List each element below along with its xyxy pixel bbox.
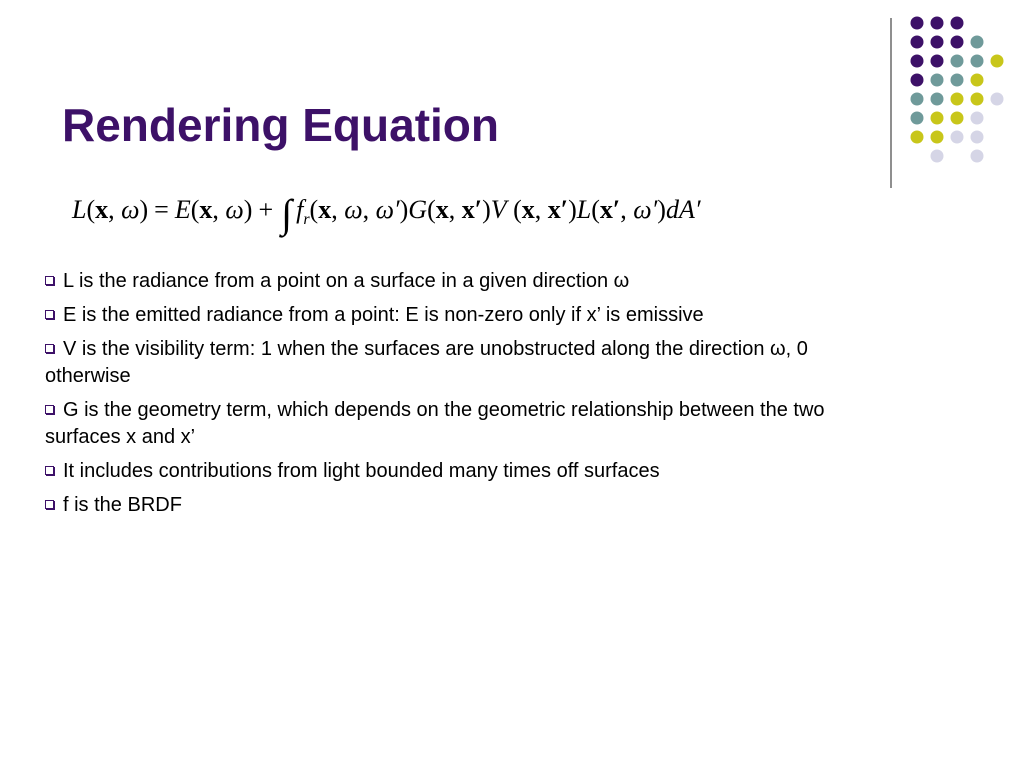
dot xyxy=(951,17,964,30)
eq-x: x xyxy=(199,195,213,224)
dot xyxy=(951,55,964,68)
eq-x: x xyxy=(95,195,109,224)
dot xyxy=(931,74,944,87)
eq-V: V xyxy=(490,195,507,224)
bullet-text: f is the BRDF xyxy=(63,494,182,516)
eq-omega: ω xyxy=(344,195,363,224)
eq-omega: ω xyxy=(225,195,244,224)
eq-G: G xyxy=(408,195,428,224)
rendering-equation: L(x, ω) = E(x, ω) + ∫ $f_r(x$, ω, ω′)G(x, x′)V (x, x′)L(x′, ω′)dA′ xyxy=(72,191,701,236)
eq-omega-prime: ω′ xyxy=(375,195,400,224)
dot xyxy=(951,131,964,144)
dot xyxy=(911,131,924,144)
dot xyxy=(931,17,944,30)
eq-omega: ω xyxy=(121,195,140,224)
dot xyxy=(971,93,984,106)
dot xyxy=(971,112,984,125)
eq-plus: + xyxy=(258,195,274,224)
dot xyxy=(931,36,944,49)
dot xyxy=(951,74,964,87)
dot xyxy=(971,36,984,49)
slide-title: Rendering Equation xyxy=(62,99,499,151)
square-bullet-icon xyxy=(45,466,54,475)
dot xyxy=(951,93,964,106)
list-item xyxy=(45,268,885,295)
dot xyxy=(911,93,924,106)
eq-E: E xyxy=(174,195,191,224)
dot xyxy=(991,55,1004,68)
eq-dA-prime: dA′ xyxy=(665,195,701,224)
eq-L: L xyxy=(72,195,87,224)
dot xyxy=(931,93,944,106)
dot xyxy=(911,55,924,68)
dot xyxy=(931,131,944,144)
bullet-text: V is the visibility term: 1 when the surfaces are unobstructed along the direction ω, 0 otherwise xyxy=(45,338,808,387)
bullet-text: G is the geometry term, which depends on the geometric relationship between the two surfaces x and x’ xyxy=(45,399,825,448)
eq-x: x xyxy=(318,195,332,224)
eq-x: x xyxy=(435,195,449,224)
list-item xyxy=(45,492,885,519)
dot xyxy=(931,112,944,125)
dot xyxy=(931,150,944,163)
dot xyxy=(931,55,944,68)
dot xyxy=(911,17,924,30)
bullet-text: It includes contributions from light bounded many times off surfaces xyxy=(63,460,660,482)
eq-integral: ∫ xyxy=(281,191,293,236)
eq-equals: = xyxy=(154,195,169,224)
eq-x-prime: x′ xyxy=(461,195,483,224)
dot xyxy=(971,150,984,163)
dot xyxy=(911,36,924,49)
dot xyxy=(951,36,964,49)
dot xyxy=(951,112,964,125)
decorative-divider xyxy=(890,18,892,188)
dot xyxy=(991,93,1004,106)
eq-omega-prime: ω′ xyxy=(633,195,658,224)
list-item xyxy=(45,458,885,485)
dot xyxy=(911,74,924,87)
dot xyxy=(911,112,924,125)
eq-f: f xyxy=(296,195,304,224)
square-bullet-icon xyxy=(45,310,54,319)
eq-x-prime: x′ xyxy=(599,195,621,224)
eq-x: x xyxy=(521,195,535,224)
eq-x-prime: x′ xyxy=(547,195,569,224)
list-item xyxy=(45,336,885,390)
list-item xyxy=(45,397,885,451)
eq-f-subscript: r xyxy=(303,211,310,228)
square-bullet-icon xyxy=(45,276,54,285)
square-bullet-icon xyxy=(45,405,54,414)
bullet-text: E is the emitted radiance from a point: E is non-zero only if x’ is emissive xyxy=(63,304,704,326)
bullet-list xyxy=(45,268,885,526)
decorative-dot-grid xyxy=(900,6,1024,176)
bullet-text: L is the radiance from a point on a surface in a given direction ω xyxy=(63,270,630,292)
eq-L: L xyxy=(576,195,592,224)
dot xyxy=(971,55,984,68)
dot xyxy=(971,74,984,87)
dot xyxy=(971,131,984,144)
list-item xyxy=(45,302,885,329)
square-bullet-icon xyxy=(45,500,54,509)
square-bullet-icon xyxy=(45,344,54,353)
